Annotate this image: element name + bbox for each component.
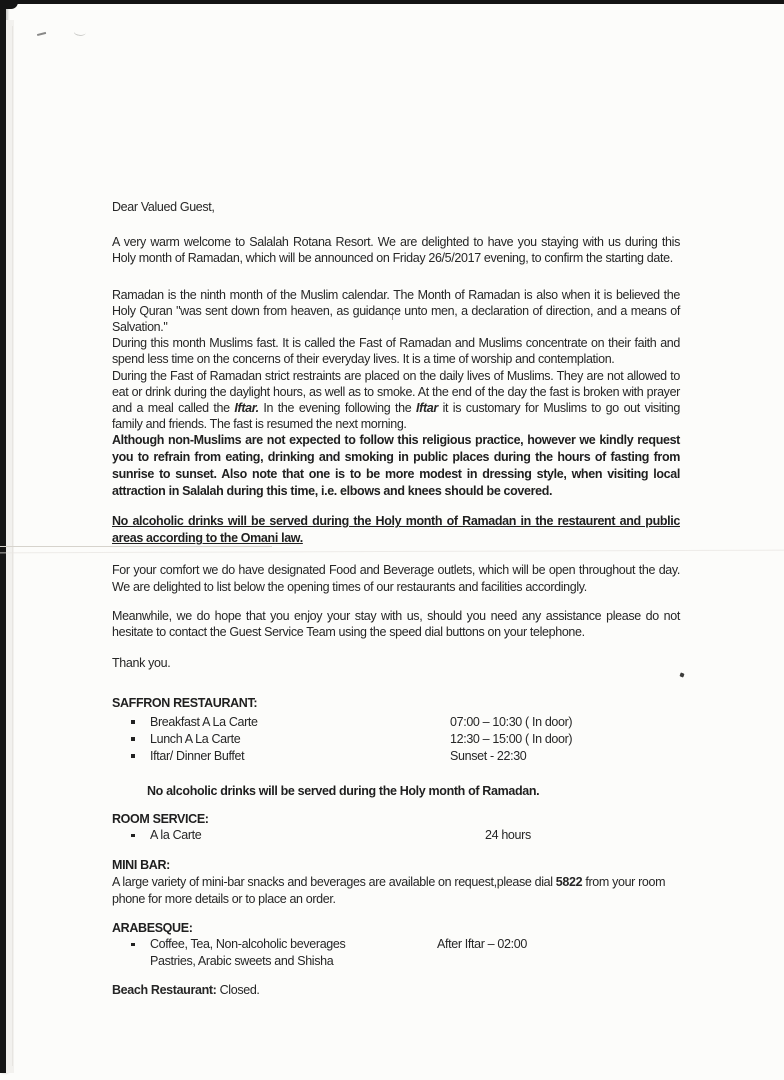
letter-body (112, 0, 680, 999)
item-label: Iftar/ Dinner Buffet (150, 748, 245, 763)
saffron-no-alcohol-note: No alcoholic drinks will be served during the Holy month of Ramadan. (147, 783, 540, 798)
para-non-muslim-request: Although non-Muslims are not expected to follow this religious practice, however we kindly request you to refrain from eating, drinking and smoking in public places during the hours of fasting from sunrise to sunset. Also note that one is to be more modest in dressing style, when visiting local attraction in Salalah during this time, i.e. elbows and knees should be covered. (112, 433, 680, 499)
ink-speck-artifact (679, 672, 684, 677)
item-time: Sunset - 22:30 (450, 748, 527, 763)
mini-bar-description: A large variety of mini-bar snacks and beverages are available on request,please dial 5822 from your room phone for more details or to place an order. (112, 875, 666, 906)
beach-restaurant-status: Beach Restaurant: Closed. (112, 983, 260, 998)
item-time: 24 hours (485, 828, 531, 843)
item-label: A la Carte (150, 828, 202, 843)
para-outlets-open: For your comfort we do have designated Food and Beverage outlets, which will be open throughout the day. We are delighted to list below the opening times of our restaurants and facilities accordingly. (112, 563, 680, 594)
pen-mark-artifact (73, 27, 86, 37)
para-no-alcohol-notice: No alcoholic drinks will be served during the Holy month of Ramadan in the restaurent and public areas according to the Omani law. (112, 514, 680, 546)
para-guest-service: Meanwhile, we do hope that you enjoy your stay with us, should you need any assistance please do not hesitate to contact the Guest Service Team using the speed dial buttons on your telephone. (112, 608, 680, 640)
para-fast-restrictions: During the Fast of Ramadan strict restraints are placed on the daily lives of Muslims. They are not allowed to eat or drink during the daylight hours, as well as to smoke. At the end of the day the fast is broken with prayer and a meal called the Iftar. In the evening following the Iftar it is customary for Muslims to go out visiting family and friends. The fast is resumed the next morning. (112, 368, 680, 432)
scan-corner-shadow (0, 0, 18, 9)
item-time: 07:00 – 10:30 ( In door) (450, 714, 573, 729)
bullet-square-icon (131, 943, 135, 947)
item-label: Coffee, Tea, Non-alcoholic beverages (150, 937, 346, 952)
section-title-saffron: SAFFRON RESTAURANT: (112, 696, 258, 711)
section-title-arabesque: ARABESQUE: (112, 921, 193, 936)
section-saffron (112, 714, 680, 765)
schedule-row (112, 731, 680, 748)
item-label-line2: Pastries, Arabic sweets and Shisha (150, 954, 334, 969)
salutation: Dear Valued Guest, (112, 200, 215, 214)
item-time: After Iftar – 02:00 (437, 937, 527, 952)
closing-thank-you: Thank you. (112, 656, 171, 671)
schedule-row (112, 827, 680, 844)
item-label: Lunch A La Carte (150, 731, 241, 746)
section-title-room-service: ROOM SERVICE: (112, 811, 209, 826)
pen-mark-artifact (37, 32, 46, 36)
schedule-row (112, 714, 680, 731)
schedule-row (112, 748, 680, 765)
bullet-square-icon (131, 720, 135, 724)
item-label: Breakfast A La Carte (150, 714, 258, 729)
bullet-square-icon (131, 834, 135, 838)
item-time: 12:30 – 15:00 ( In door) (450, 731, 573, 746)
bullet-square-icon (131, 754, 135, 758)
bullet-square-icon (131, 737, 135, 741)
para-ramadan-fast: During this month Muslims fast. It is called the Fast of Ramadan and Muslims concentrate on their faith and spend less time on the concerns of their everyday lives. It is a time of worship and contemplation. (112, 336, 680, 367)
section-title-mini-bar: MINI BAR: (112, 858, 170, 873)
schedule-row (112, 936, 680, 970)
para-welcome: A very warm welcome to Salalah Rotana Resort. We are delighted to have you staying with us during this Holy month of Ramadan, which will be announced on Friday 26/5/2017 evening, to confirm the starting date. (112, 235, 680, 266)
para-ramadan-intro: Ramadan is the ninth month of the Muslim calendar. The Month of Ramadan is also when it is believed the Holy Quran "was sent down from heaven, as guidance unto men, a declaration of direction, and a means of Salvation." (112, 287, 680, 335)
